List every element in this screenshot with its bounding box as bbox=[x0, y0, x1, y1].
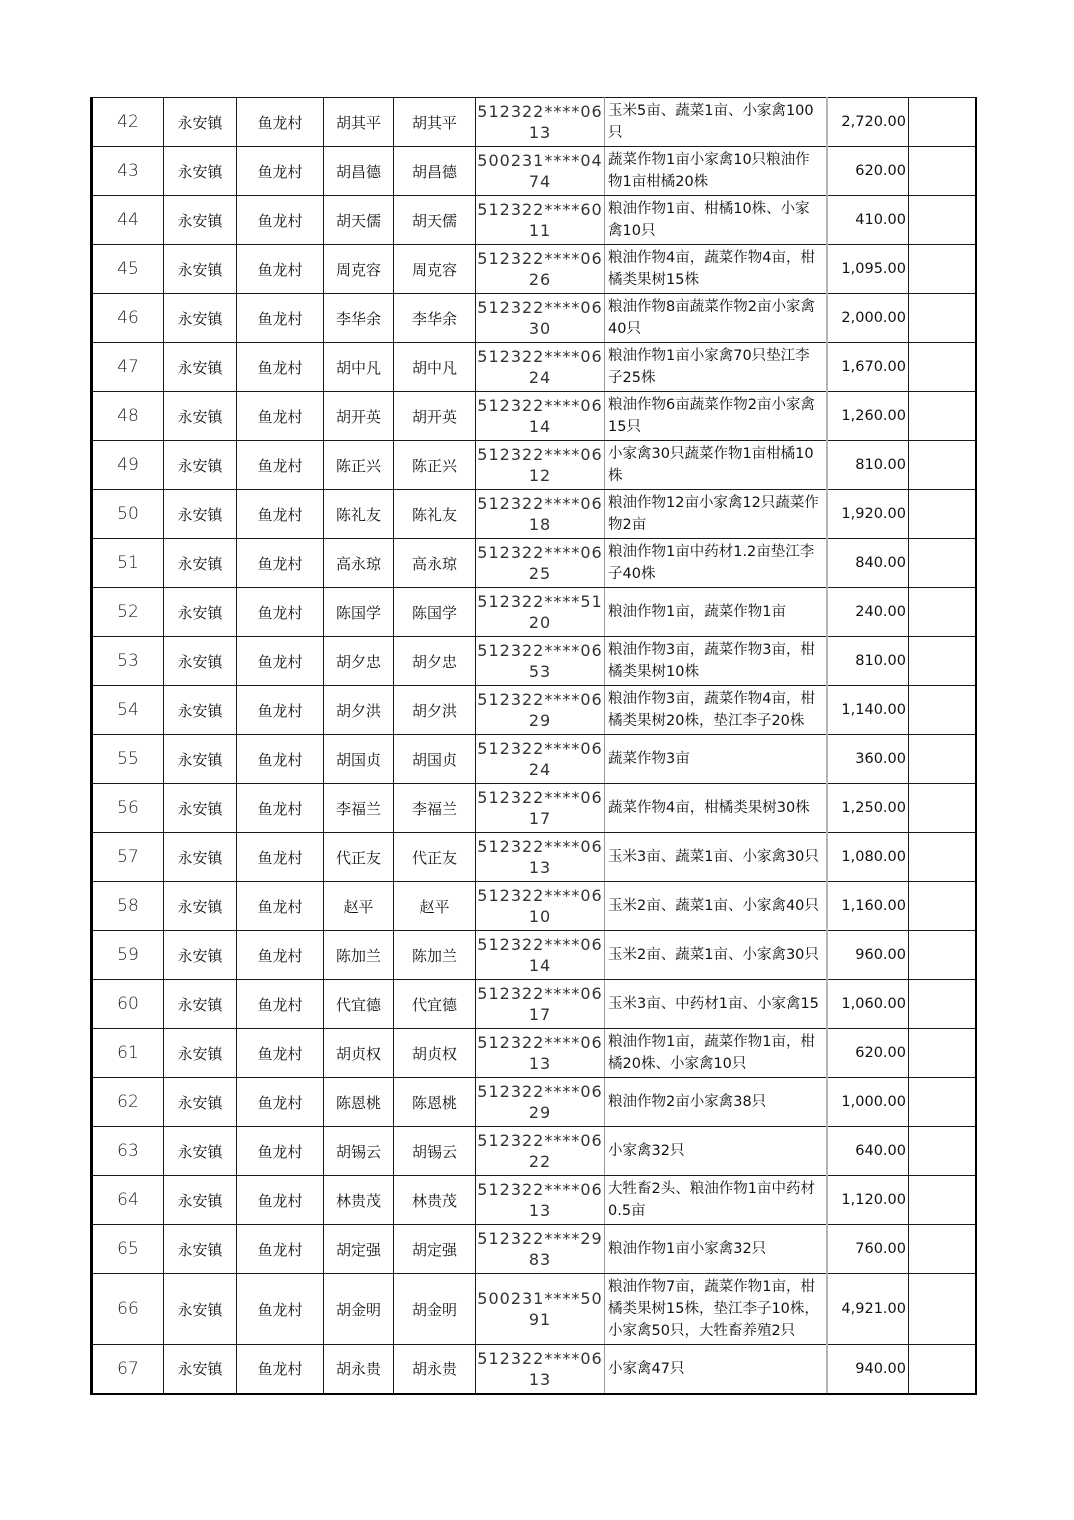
payee-cell: 胡夕忠 bbox=[394, 637, 476, 686]
id-number-cell: 512322****0629 bbox=[476, 1078, 605, 1127]
payee-cell: 胡其平 bbox=[394, 98, 476, 147]
amount-cell: 1,250.00 bbox=[827, 784, 909, 833]
description-cell: 玉米2亩、蔬菜1亩、小家禽40只 bbox=[605, 882, 827, 931]
amount-cell: 620.00 bbox=[827, 1029, 909, 1078]
name-cell: 代宜德 bbox=[324, 980, 394, 1029]
payee-cell: 胡金明 bbox=[394, 1274, 476, 1345]
amount-cell: 1,160.00 bbox=[827, 882, 909, 931]
row-number: 50 bbox=[92, 490, 164, 539]
id-number-cell: 512322****0624 bbox=[476, 735, 605, 784]
town-cell: 永安镇 bbox=[164, 1078, 237, 1127]
payee-cell: 高永琼 bbox=[394, 539, 476, 588]
village-cell: 鱼龙村 bbox=[237, 882, 324, 931]
amount-cell: 940.00 bbox=[827, 1345, 909, 1394]
id-number-cell: 512322****0614 bbox=[476, 931, 605, 980]
village-cell: 鱼龙村 bbox=[237, 1127, 324, 1176]
payee-cell: 胡国贞 bbox=[394, 735, 476, 784]
village-cell: 鱼龙村 bbox=[237, 539, 324, 588]
remarks-cell bbox=[909, 784, 976, 833]
description-cell: 粮油作物1亩，蔬菜作物1亩 bbox=[605, 588, 827, 637]
amount-cell: 1,000.00 bbox=[827, 1078, 909, 1127]
id-number-cell: 512322****0626 bbox=[476, 245, 605, 294]
row-number: 63 bbox=[92, 1127, 164, 1176]
id-number-cell: 512322****5120 bbox=[476, 588, 605, 637]
village-cell: 鱼龙村 bbox=[237, 980, 324, 1029]
row-number: 55 bbox=[92, 735, 164, 784]
name-cell: 林贵茂 bbox=[324, 1176, 394, 1225]
town-cell: 永安镇 bbox=[164, 1127, 237, 1176]
table-row bbox=[92, 1029, 976, 1078]
village-cell: 鱼龙村 bbox=[237, 490, 324, 539]
remarks-cell bbox=[909, 1029, 976, 1078]
id-number-cell: 512322****0613 bbox=[476, 98, 605, 147]
row-number: 48 bbox=[92, 392, 164, 441]
description-cell: 粮油作物8亩蔬菜作物2亩小家禽40只 bbox=[605, 294, 827, 343]
remarks-cell bbox=[909, 1078, 976, 1127]
table-row bbox=[92, 392, 976, 441]
town-cell: 永安镇 bbox=[164, 735, 237, 784]
remarks-cell bbox=[909, 294, 976, 343]
row-number: 58 bbox=[92, 882, 164, 931]
village-cell: 鱼龙村 bbox=[237, 294, 324, 343]
remarks-cell bbox=[909, 588, 976, 637]
description-cell: 小家禽47只 bbox=[605, 1345, 827, 1394]
name-cell: 陈礼友 bbox=[324, 490, 394, 539]
town-cell: 永安镇 bbox=[164, 931, 237, 980]
row-number: 53 bbox=[92, 637, 164, 686]
remarks-cell bbox=[909, 882, 976, 931]
payee-cell: 陈礼友 bbox=[394, 490, 476, 539]
row-number: 44 bbox=[92, 196, 164, 245]
description-cell: 蔬菜作物4亩，柑橘类果树30株 bbox=[605, 784, 827, 833]
name-cell: 胡国贞 bbox=[324, 735, 394, 784]
payee-cell: 代正友 bbox=[394, 833, 476, 882]
description-cell: 粮油作物1亩，蔬菜作物1亩，柑橘20株、小家禽10只 bbox=[605, 1029, 827, 1078]
id-number-cell: 512322****6011 bbox=[476, 196, 605, 245]
village-cell: 鱼龙村 bbox=[237, 833, 324, 882]
village-cell: 鱼龙村 bbox=[237, 1274, 324, 1345]
amount-cell: 1,140.00 bbox=[827, 686, 909, 735]
remarks-cell bbox=[909, 686, 976, 735]
table-row bbox=[92, 931, 976, 980]
description-cell: 玉米2亩、蔬菜1亩、小家禽30只 bbox=[605, 931, 827, 980]
description-cell: 玉米3亩、中药材1亩、小家禽15 bbox=[605, 980, 827, 1029]
name-cell: 陈恩桃 bbox=[324, 1078, 394, 1127]
description-cell: 粮油作物1亩、柑橘10株、小家禽10只 bbox=[605, 196, 827, 245]
row-number: 42 bbox=[92, 98, 164, 147]
town-cell: 永安镇 bbox=[164, 686, 237, 735]
remarks-cell bbox=[909, 1176, 976, 1225]
table-row bbox=[92, 1225, 976, 1274]
description-cell: 粮油作物1亩小家禽32只 bbox=[605, 1225, 827, 1274]
description-cell: 玉米3亩、蔬菜1亩、小家禽30只 bbox=[605, 833, 827, 882]
name-cell: 胡锡云 bbox=[324, 1127, 394, 1176]
payee-cell: 赵平 bbox=[394, 882, 476, 931]
row-number: 66 bbox=[92, 1274, 164, 1345]
payee-cell: 陈国学 bbox=[394, 588, 476, 637]
payee-cell: 胡锡云 bbox=[394, 1127, 476, 1176]
table-row bbox=[92, 1078, 976, 1127]
remarks-cell bbox=[909, 98, 976, 147]
village-cell: 鱼龙村 bbox=[237, 686, 324, 735]
description-cell: 粮油作物1亩小家禽70只垫江李子25株 bbox=[605, 343, 827, 392]
town-cell: 永安镇 bbox=[164, 441, 237, 490]
amount-cell: 620.00 bbox=[827, 147, 909, 196]
id-number-cell: 512322****0625 bbox=[476, 539, 605, 588]
name-cell: 胡永贵 bbox=[324, 1345, 394, 1394]
village-cell: 鱼龙村 bbox=[237, 1345, 324, 1394]
village-cell: 鱼龙村 bbox=[237, 343, 324, 392]
row-number: 59 bbox=[92, 931, 164, 980]
amount-cell: 410.00 bbox=[827, 196, 909, 245]
payee-cell: 代宜德 bbox=[394, 980, 476, 1029]
id-number-cell: 512322****0617 bbox=[476, 784, 605, 833]
id-number-cell: 512322****0613 bbox=[476, 1345, 605, 1394]
id-number-cell: 512322****0613 bbox=[476, 1176, 605, 1225]
description-cell: 粮油作物2亩小家禽38只 bbox=[605, 1078, 827, 1127]
amount-cell: 360.00 bbox=[827, 735, 909, 784]
id-number-cell: 512322****0613 bbox=[476, 1029, 605, 1078]
town-cell: 永安镇 bbox=[164, 490, 237, 539]
table-row bbox=[92, 343, 976, 392]
table-row bbox=[92, 1127, 976, 1176]
id-number-cell: 512322****0653 bbox=[476, 637, 605, 686]
village-cell: 鱼龙村 bbox=[237, 147, 324, 196]
id-number-cell: 512322****0610 bbox=[476, 882, 605, 931]
table-row bbox=[92, 882, 976, 931]
payee-cell: 陈恩桃 bbox=[394, 1078, 476, 1127]
description-cell: 粮油作物4亩，蔬菜作物4亩，柑橘类果树15株 bbox=[605, 245, 827, 294]
village-cell: 鱼龙村 bbox=[237, 392, 324, 441]
payee-cell: 周克容 bbox=[394, 245, 476, 294]
village-cell: 鱼龙村 bbox=[237, 1225, 324, 1274]
description-cell: 粮油作物6亩蔬菜作物2亩小家禽15只 bbox=[605, 392, 827, 441]
remarks-cell bbox=[909, 1345, 976, 1394]
village-cell: 鱼龙村 bbox=[237, 735, 324, 784]
description-cell: 粮油作物3亩，蔬菜作物3亩，柑橘类果树10株 bbox=[605, 637, 827, 686]
remarks-cell bbox=[909, 1225, 976, 1274]
town-cell: 永安镇 bbox=[164, 196, 237, 245]
amount-cell: 2,000.00 bbox=[827, 294, 909, 343]
town-cell: 永安镇 bbox=[164, 588, 237, 637]
amount-cell: 1,920.00 bbox=[827, 490, 909, 539]
table-row bbox=[92, 980, 976, 1029]
description-cell: 玉米5亩、蔬菜1亩、小家禽100只 bbox=[605, 98, 827, 147]
town-cell: 永安镇 bbox=[164, 539, 237, 588]
village-cell: 鱼龙村 bbox=[237, 441, 324, 490]
amount-cell: 1,060.00 bbox=[827, 980, 909, 1029]
table-row bbox=[92, 784, 976, 833]
village-cell: 鱼龙村 bbox=[237, 245, 324, 294]
id-number-cell: 512322****0617 bbox=[476, 980, 605, 1029]
amount-cell: 840.00 bbox=[827, 539, 909, 588]
id-number-cell: 512322****0612 bbox=[476, 441, 605, 490]
table-row bbox=[92, 441, 976, 490]
amount-cell: 640.00 bbox=[827, 1127, 909, 1176]
subsidy-table bbox=[90, 97, 977, 1395]
town-cell: 永安镇 bbox=[164, 1274, 237, 1345]
amount-cell: 760.00 bbox=[827, 1225, 909, 1274]
town-cell: 永安镇 bbox=[164, 245, 237, 294]
description-cell: 大牲畜2头、粮油作物1亩中药材0.5亩 bbox=[605, 1176, 827, 1225]
town-cell: 永安镇 bbox=[164, 833, 237, 882]
town-cell: 永安镇 bbox=[164, 1345, 237, 1394]
name-cell: 周克容 bbox=[324, 245, 394, 294]
payee-cell: 陈正兴 bbox=[394, 441, 476, 490]
id-number-cell: 500231****0474 bbox=[476, 147, 605, 196]
id-number-cell: 500231****5091 bbox=[476, 1274, 605, 1345]
remarks-cell bbox=[909, 490, 976, 539]
row-number: 56 bbox=[92, 784, 164, 833]
row-number: 52 bbox=[92, 588, 164, 637]
remarks-cell bbox=[909, 1274, 976, 1345]
row-number: 45 bbox=[92, 245, 164, 294]
name-cell: 胡中凡 bbox=[324, 343, 394, 392]
amount-cell: 2,720.00 bbox=[827, 98, 909, 147]
name-cell: 李华余 bbox=[324, 294, 394, 343]
id-number-cell: 512322****0614 bbox=[476, 392, 605, 441]
name-cell: 高永琼 bbox=[324, 539, 394, 588]
remarks-cell bbox=[909, 245, 976, 294]
remarks-cell bbox=[909, 833, 976, 882]
id-number-cell: 512322****0622 bbox=[476, 1127, 605, 1176]
amount-cell: 1,120.00 bbox=[827, 1176, 909, 1225]
row-number: 51 bbox=[92, 539, 164, 588]
amount-cell: 240.00 bbox=[827, 588, 909, 637]
name-cell: 赵平 bbox=[324, 882, 394, 931]
payee-cell: 胡天儒 bbox=[394, 196, 476, 245]
table-row bbox=[92, 588, 976, 637]
table-row bbox=[92, 1274, 976, 1345]
table-row bbox=[92, 539, 976, 588]
name-cell: 胡夕洪 bbox=[324, 686, 394, 735]
amount-cell: 1,080.00 bbox=[827, 833, 909, 882]
town-cell: 永安镇 bbox=[164, 1225, 237, 1274]
table-row bbox=[92, 1176, 976, 1225]
row-number: 47 bbox=[92, 343, 164, 392]
payee-cell: 林贵茂 bbox=[394, 1176, 476, 1225]
description-cell: 粮油作物3亩，蔬菜作物4亩，柑橘类果树20株，垫江李子20株 bbox=[605, 686, 827, 735]
amount-cell: 4,921.00 bbox=[827, 1274, 909, 1345]
amount-cell: 960.00 bbox=[827, 931, 909, 980]
town-cell: 永安镇 bbox=[164, 392, 237, 441]
remarks-cell bbox=[909, 1127, 976, 1176]
table-row bbox=[92, 686, 976, 735]
row-number: 60 bbox=[92, 980, 164, 1029]
table-body bbox=[92, 98, 976, 1394]
row-number: 49 bbox=[92, 441, 164, 490]
remarks-cell bbox=[909, 980, 976, 1029]
id-number-cell: 512322****0618 bbox=[476, 490, 605, 539]
remarks-cell bbox=[909, 539, 976, 588]
table-row bbox=[92, 196, 976, 245]
row-number: 67 bbox=[92, 1345, 164, 1394]
payee-cell: 胡中凡 bbox=[394, 343, 476, 392]
id-number-cell: 512322****0630 bbox=[476, 294, 605, 343]
village-cell: 鱼龙村 bbox=[237, 784, 324, 833]
remarks-cell bbox=[909, 441, 976, 490]
row-number: 64 bbox=[92, 1176, 164, 1225]
village-cell: 鱼龙村 bbox=[237, 588, 324, 637]
table-row bbox=[92, 735, 976, 784]
payee-cell: 胡昌德 bbox=[394, 147, 476, 196]
payee-cell: 胡开英 bbox=[394, 392, 476, 441]
name-cell: 胡天儒 bbox=[324, 196, 394, 245]
table-row bbox=[92, 294, 976, 343]
remarks-cell bbox=[909, 196, 976, 245]
description-cell: 粮油作物7亩，蔬菜作物1亩，柑橘类果树15株，垫江李子10株，小家禽50只，大牲畜养殖2只 bbox=[605, 1274, 827, 1345]
table-row bbox=[92, 490, 976, 539]
village-cell: 鱼龙村 bbox=[237, 637, 324, 686]
name-cell: 胡贞权 bbox=[324, 1029, 394, 1078]
table-row bbox=[92, 1345, 976, 1394]
description-cell: 小家禽32只 bbox=[605, 1127, 827, 1176]
table-row bbox=[92, 833, 976, 882]
name-cell: 胡夕忠 bbox=[324, 637, 394, 686]
name-cell: 陈加兰 bbox=[324, 931, 394, 980]
description-cell: 粮油作物12亩小家禽12只蔬菜作物2亩 bbox=[605, 490, 827, 539]
village-cell: 鱼龙村 bbox=[237, 196, 324, 245]
town-cell: 永安镇 bbox=[164, 784, 237, 833]
table-row bbox=[92, 637, 976, 686]
row-number: 57 bbox=[92, 833, 164, 882]
village-cell: 鱼龙村 bbox=[237, 931, 324, 980]
remarks-cell bbox=[909, 735, 976, 784]
description-cell: 粮油作物1亩中药材1.2亩垫江李子40株 bbox=[605, 539, 827, 588]
payee-cell: 李福兰 bbox=[394, 784, 476, 833]
name-cell: 胡开英 bbox=[324, 392, 394, 441]
description-cell: 蔬菜作物3亩 bbox=[605, 735, 827, 784]
name-cell: 代正友 bbox=[324, 833, 394, 882]
village-cell: 鱼龙村 bbox=[237, 1176, 324, 1225]
name-cell: 陈正兴 bbox=[324, 441, 394, 490]
description-cell: 蔬菜作物1亩小家禽10只粮油作物1亩柑橘20株 bbox=[605, 147, 827, 196]
village-cell: 鱼龙村 bbox=[237, 98, 324, 147]
table-row bbox=[92, 147, 976, 196]
village-cell: 鱼龙村 bbox=[237, 1029, 324, 1078]
amount-cell: 1,095.00 bbox=[827, 245, 909, 294]
town-cell: 永安镇 bbox=[164, 1029, 237, 1078]
id-number-cell: 512322****0629 bbox=[476, 686, 605, 735]
name-cell: 胡昌德 bbox=[324, 147, 394, 196]
town-cell: 永安镇 bbox=[164, 98, 237, 147]
remarks-cell bbox=[909, 637, 976, 686]
name-cell: 陈国学 bbox=[324, 588, 394, 637]
remarks-cell bbox=[909, 392, 976, 441]
id-number-cell: 512322****0613 bbox=[476, 833, 605, 882]
amount-cell: 810.00 bbox=[827, 637, 909, 686]
row-number: 61 bbox=[92, 1029, 164, 1078]
payee-cell: 胡定强 bbox=[394, 1225, 476, 1274]
town-cell: 永安镇 bbox=[164, 637, 237, 686]
payee-cell: 胡贞权 bbox=[394, 1029, 476, 1078]
payee-cell: 陈加兰 bbox=[394, 931, 476, 980]
row-number: 65 bbox=[92, 1225, 164, 1274]
row-number: 54 bbox=[92, 686, 164, 735]
payee-cell: 胡永贵 bbox=[394, 1345, 476, 1394]
remarks-cell bbox=[909, 147, 976, 196]
payee-cell: 李华余 bbox=[394, 294, 476, 343]
town-cell: 永安镇 bbox=[164, 294, 237, 343]
payee-cell: 胡夕洪 bbox=[394, 686, 476, 735]
name-cell: 胡金明 bbox=[324, 1274, 394, 1345]
town-cell: 永安镇 bbox=[164, 147, 237, 196]
table-row bbox=[92, 245, 976, 294]
name-cell: 胡其平 bbox=[324, 98, 394, 147]
amount-cell: 1,670.00 bbox=[827, 343, 909, 392]
amount-cell: 1,260.00 bbox=[827, 392, 909, 441]
row-number: 46 bbox=[92, 294, 164, 343]
name-cell: 李福兰 bbox=[324, 784, 394, 833]
row-number: 62 bbox=[92, 1078, 164, 1127]
remarks-cell bbox=[909, 931, 976, 980]
id-number-cell: 512322****2983 bbox=[476, 1225, 605, 1274]
description-cell: 小家禽30只蔬菜作物1亩柑橘10株 bbox=[605, 441, 827, 490]
town-cell: 永安镇 bbox=[164, 980, 237, 1029]
id-number-cell: 512322****0624 bbox=[476, 343, 605, 392]
amount-cell: 810.00 bbox=[827, 441, 909, 490]
remarks-cell bbox=[909, 343, 976, 392]
town-cell: 永安镇 bbox=[164, 1176, 237, 1225]
town-cell: 永安镇 bbox=[164, 343, 237, 392]
town-cell: 永安镇 bbox=[164, 882, 237, 931]
name-cell: 胡定强 bbox=[324, 1225, 394, 1274]
row-number: 43 bbox=[92, 147, 164, 196]
village-cell: 鱼龙村 bbox=[237, 1078, 324, 1127]
table-row bbox=[92, 98, 976, 147]
